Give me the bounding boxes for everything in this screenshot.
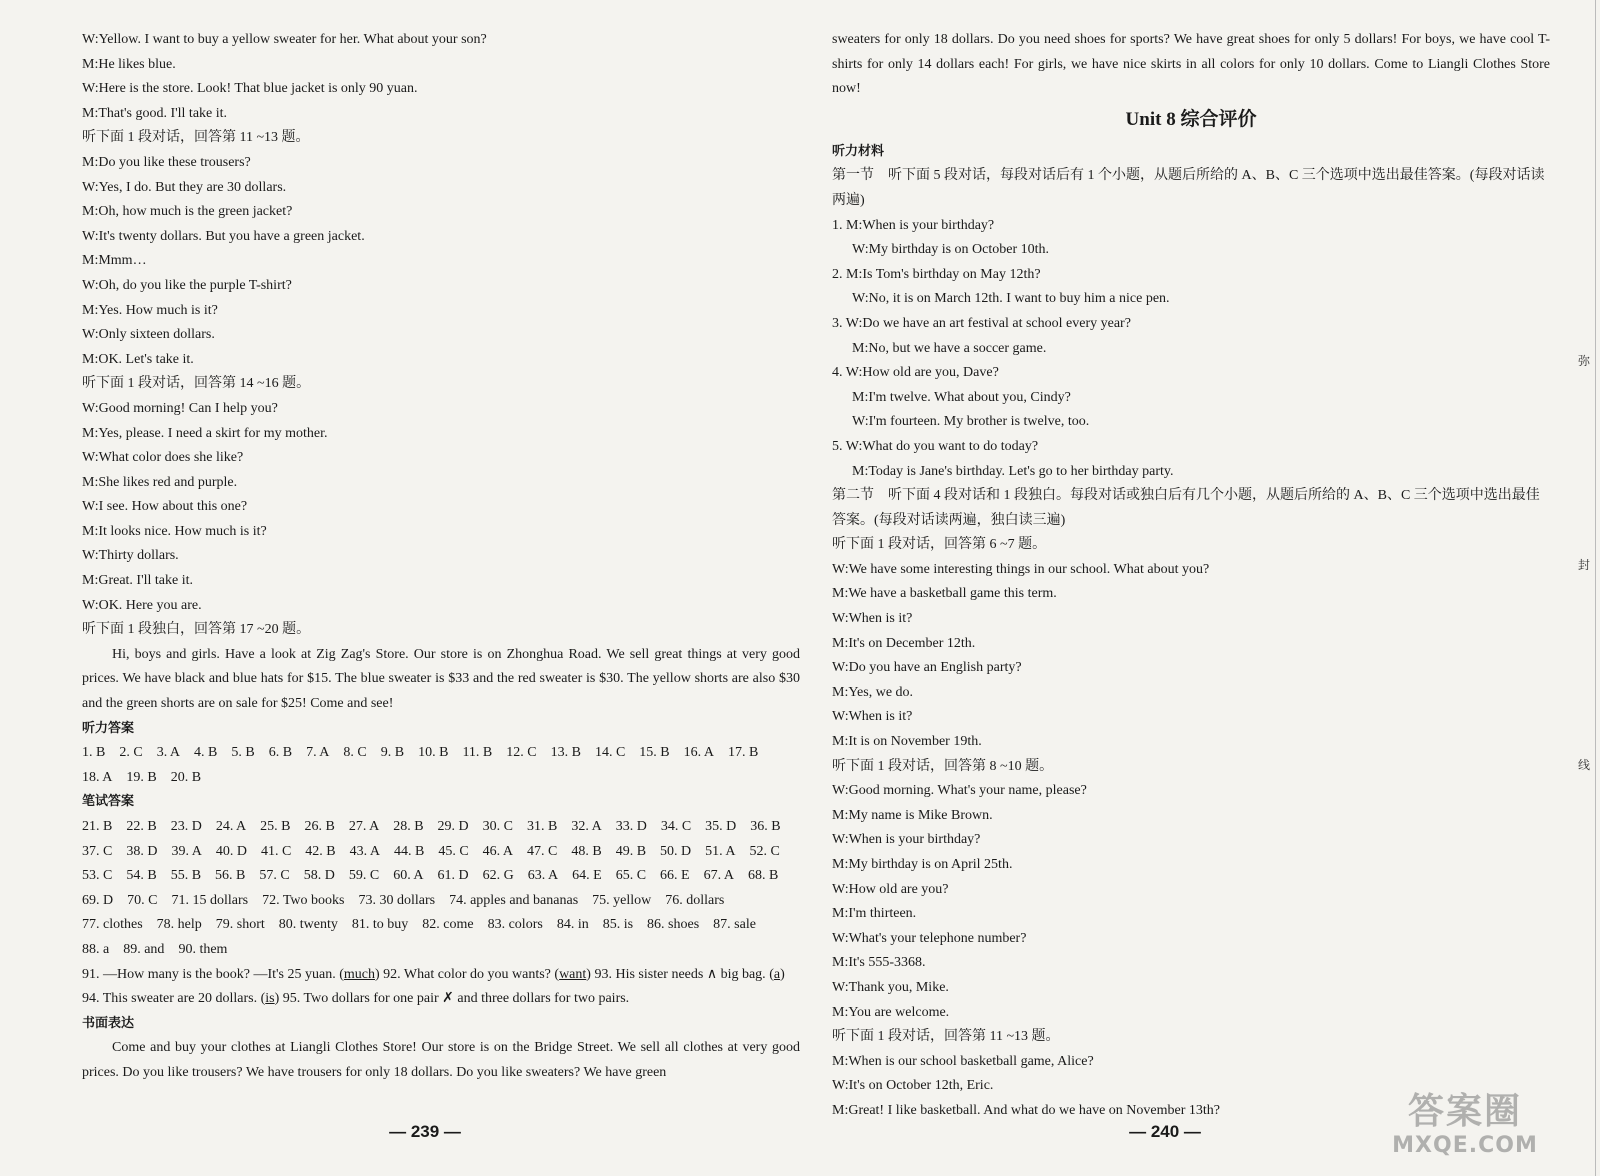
answer-item: 33. D (615, 819, 647, 834)
answer-item: 35. D (705, 819, 737, 834)
dialogue-line: M:It's on December 12th. (832, 635, 976, 651)
answer-item: 45. C (438, 843, 469, 859)
answer-item: 9. B (380, 745, 405, 761)
page-number-240: — 240 — (1129, 1122, 1201, 1141)
answer-item: 59. C (348, 868, 380, 884)
dialogue-line: W:Yes, I do. But they are 30 dollars. (82, 179, 287, 195)
answer-item: 64. E (572, 868, 602, 884)
answer-item: 28. B (393, 819, 424, 834)
dialogue-line: M:Oh, how much is the green jacket? (82, 204, 293, 220)
answer-92: 92. What color do you wants? (383, 966, 551, 982)
dialogue-line: 听下面 1 段对话，回答第 8 ~10 题。 (832, 758, 1054, 774)
dialogue-line: M:Today is Jane's birthday. Let's go to her birthday party. (852, 463, 1174, 479)
dialogue-line: M:Yes, we do. (832, 684, 914, 700)
answer-item: 14. C (594, 745, 626, 761)
answer-item: 52. C (749, 843, 780, 859)
answer-95: 95. Two dollars for one pair ✗ and three dollars for two pairs. (282, 991, 630, 1007)
dialogue-line: 5. W:What do you want to do today? (832, 438, 1039, 454)
answer-item: 82. come (422, 917, 474, 933)
answer-item: 54. B (126, 868, 157, 884)
dialogue-line: M:Yes. How much is it? (82, 302, 218, 318)
answer-item: 15. B (639, 745, 670, 761)
dialogue-line: W:What's your telephone number? (832, 930, 1027, 946)
unit-title: Unit 8 综合评价 (1125, 108, 1257, 130)
left-column (82, 28, 800, 1086)
answer-item: 41. C (260, 843, 292, 859)
answer-item: 58. D (303, 868, 335, 884)
answer-item: 43. A (349, 843, 380, 859)
answer-93: 93. His sister needs ∧ big bag. (594, 966, 766, 982)
dialogue-line: W:I see. How about this one? (82, 499, 248, 515)
answer-item: 8. C (343, 745, 367, 761)
writing-heading: 书面表达 (82, 1015, 135, 1031)
answer-item: 83. colors (487, 917, 543, 933)
answer-item: 26. B (304, 819, 335, 834)
dialogue-line: M:She likes red and purple. (82, 474, 238, 490)
dialogue-line: W:Do you have an English party? (832, 660, 1022, 676)
answer-item: 22. B (126, 819, 157, 834)
answer-item: 85. is (602, 917, 634, 933)
writing-text: Come and buy your clothes at Liangli Clothes Store! Our store is on the Bridge Street. We sell all clothes at very good prices. Do you like trousers? We have trousers for only 18 dollars. Do you like sweaters? We have green (82, 1040, 800, 1080)
dialogue-line: 听下面 1 段对话，回答第 6 ~7 题。 (832, 537, 1047, 553)
dialogue-line: M:My name is Mike Brown. (832, 807, 993, 823)
answer-item: 21. B (82, 819, 113, 834)
answer-item: 76. dollars (665, 892, 725, 908)
answer-item: 77. clothes (82, 917, 143, 933)
dialogue-line: W:How old are you? (832, 881, 949, 897)
answer-item: 4. B (194, 745, 218, 761)
answer-item: 75. yellow (592, 892, 652, 908)
dialogue-line: W:My birthday is on October 10th. (852, 242, 1050, 258)
written-answers-heading: 笔试答案 (82, 794, 135, 810)
answer-item: 11. B (462, 745, 493, 761)
answer-item: 6. B (268, 745, 293, 761)
answer-item: 39. A (171, 843, 202, 859)
answer-item: 81. to buy (351, 917, 409, 933)
dialogue-line: 1. M:When is your birthday? (832, 217, 995, 233)
dialogue-line: M:Do you like these trousers? (82, 154, 251, 170)
answer-item: 44. B (393, 843, 425, 859)
answer-item: 66. E (660, 868, 690, 884)
correction-answers: 91. —How many is the book? —It's 25 yuan. (much) 92. What color do you wants? (want) 93. His sister needs ∧ big bag. (a) 94. This sweater are 20 dollars. (is) 95. Two dollars for one pair ✗ and three dollars for two pairs. (82, 966, 785, 1007)
dialogue-line: 4. W:How old are you, Dave? (832, 365, 999, 381)
answer-item: 48. B (571, 843, 602, 859)
dialogue-line: 听下面 1 段对话，回答第 14 ~16 题。 (82, 376, 311, 392)
right-page (810, 0, 1600, 1176)
answer-item: 62. G (482, 868, 514, 884)
dialogue-line: M:Great! I like basketball. And what do we have on November 13th? (832, 1102, 1221, 1118)
answer-item: 3. A (156, 745, 181, 761)
answer-item: 37. C (82, 843, 113, 859)
answer-93-fix: a (773, 966, 781, 982)
monologue-text: Hi, boys and girls. Have a look at Zig Zag's Store. Our store is on Zhonghua Road. We sell great things at very good prices. We have black and blue hats for $15. The blue sweater is $33 and the red sweater is $30. The yellow shorts are also $30 and the green shorts are on sale for $25! Come and see! (82, 646, 800, 712)
dialogue-line: M:Mmm… (82, 253, 147, 269)
answer-item: 70. C (127, 892, 158, 908)
answer-item: 78. help (156, 917, 202, 933)
right-column (832, 28, 1550, 1124)
answer-item: 49. B (615, 843, 647, 859)
dialogue-line: 2. M:Is Tom's birthday on May 12th? (832, 266, 1041, 282)
section-1-instructions: 第一节 听下面 5 段对话，每段对话后有 1 个小题，从题后所给的 A、B、C 三个选项中选出最佳答案。(每段对话读两遍) (832, 168, 1545, 208)
answer-item: 88. a (82, 941, 110, 957)
answer-item: 63. A (527, 868, 559, 884)
answer-item: 36. B (750, 819, 781, 834)
answer-item: 19. B (126, 769, 157, 785)
answer-item: 80. twenty (278, 917, 338, 933)
side-mark-mi: 弥 (1577, 354, 1590, 368)
dialogue-line: 3. W:Do we have an art festival at school every year? (832, 315, 1131, 331)
dialogue-line: W:When is your birthday? (832, 832, 981, 848)
section-1-dialogues (832, 214, 1550, 485)
listening-material-heading: 听力材料 (832, 143, 885, 159)
answer-item: 90. them (178, 941, 228, 957)
dialogue-line: W:Oh, do you like the purple T-shirt? (82, 277, 292, 293)
watermark-en: MXQE.COM (1392, 1133, 1538, 1158)
answer-91: 91. —How many is the book? —It's 25 yuan. (82, 966, 336, 982)
answer-item: 2. C (119, 745, 143, 761)
answer-item: 18. A (82, 769, 113, 785)
answer-item: 56. B (215, 868, 246, 884)
answer-item: 72. Two books (262, 892, 345, 908)
watermark-logo (1360, 1091, 1570, 1158)
dialogue-line: W:It's on October 12th, Eric. (832, 1078, 994, 1094)
dialogue-line: M:He likes blue. (82, 56, 176, 72)
dialogue-line: W:OK. Here you are. (82, 597, 202, 613)
answer-item: 5. B (231, 745, 255, 761)
answer-92-fix: want (559, 966, 587, 982)
answer-item: 30. C (482, 819, 513, 834)
answer-item: 69. D (82, 892, 114, 908)
answer-item: 71. 15 dollars (171, 892, 249, 908)
dialogue-line: W:We have some interesting things in our school. What about you? (832, 561, 1210, 577)
side-mark-feng: 封 (1577, 558, 1590, 572)
watermark-cn: 答案圈 (1407, 1091, 1522, 1132)
answer-item: 1. B (82, 745, 106, 761)
answer-item: 87. sale (713, 917, 756, 933)
dialogue-line: M:It is on November 19th. (832, 734, 982, 750)
answer-94-fix: is (265, 991, 275, 1007)
side-mark-xian: 线 (1577, 758, 1590, 772)
answer-item: 17. B (727, 745, 759, 761)
dialogue-line: M:No, but we have a soccer game. (852, 340, 1047, 356)
left-dialogue-lines (82, 28, 800, 643)
answer-item: 25. B (260, 819, 291, 834)
dialogue-line: M:We have a basketball game this term. (832, 586, 1057, 602)
answer-item: 40. D (215, 843, 247, 859)
page-number-239: — 239 — (389, 1122, 461, 1141)
written-answers (82, 815, 800, 963)
answer-item: 65. C (615, 868, 647, 884)
dialogue-line: M:You are welcome. (832, 1004, 950, 1020)
answer-item: 60. A (393, 868, 424, 884)
answer-item: 68. B (747, 868, 779, 884)
listening-answers-heading: 听力答案 (82, 720, 135, 736)
dialogue-line: W:Thank you, Mike. (832, 979, 949, 995)
dialogue-line: W:Good morning. What's your name, please? (832, 783, 1087, 799)
dialogue-line: 听下面 1 段独白，回答第 17 ~20 题。 (82, 622, 311, 638)
answer-91-fix: much (343, 966, 375, 982)
answer-item: 7. A (306, 745, 330, 761)
dialogue-line: W:Only sixteen dollars. (82, 327, 215, 343)
dialogue-line: M:I'm thirteen. (832, 906, 917, 922)
answer-item: 51. A (705, 843, 736, 859)
answer-item: 55. B (170, 868, 202, 884)
answer-item: 50. D (660, 843, 692, 859)
answer-94: 94. This sweater are 20 dollars. (82, 991, 258, 1007)
dialogue-line: M:It's 555-3368. (832, 955, 926, 971)
answer-item: 57. C (259, 868, 290, 884)
answer-item: 42. B (305, 843, 336, 859)
answer-item: 34. C (660, 819, 692, 834)
dialogue-line: M:That's good. I'll take it. (82, 105, 228, 121)
dialogue-line: W:When is it? (832, 611, 913, 627)
dialogue-line: W:Here is the store. Look! That blue jacket is only 90 yuan. (82, 81, 418, 97)
answer-item: 38. D (126, 843, 158, 859)
section-2-lines (832, 533, 1550, 1123)
dialogue-line: M:I'm twelve. What about you, Cindy? (852, 389, 1071, 405)
answer-item: 13. B (550, 745, 581, 761)
dialogue-line: W:When is it? (832, 709, 913, 725)
dialogue-line: 听下面 1 段对话，回答第 11 ~13 题。 (832, 1029, 1060, 1045)
answer-item: 29. D (437, 819, 469, 834)
section-2-instructions: 第二节 听下面 4 段对话和 1 段独白。每段对话或独白后有几个小题，从题后所给的 A、B、C 三个选项中选出最佳答案。(每段对话读两遍，独白读三遍) (832, 488, 1540, 528)
answer-item: 74. apples and bananas (449, 892, 579, 908)
dialogue-line: M:My birthday is on April 25th. (832, 857, 1013, 872)
dialogue-line: M:Yes, please. I need a skirt for my mother. (82, 425, 328, 441)
answer-item: 23. D (170, 819, 202, 834)
listening-answers (82, 741, 800, 790)
answer-item: 47. C (527, 843, 558, 859)
dialogue-line: M:Great. I'll take it. (82, 573, 193, 589)
binding-line (1595, 0, 1596, 1176)
answer-item: 27. A (348, 819, 380, 834)
answer-item: 20. B (170, 769, 202, 785)
dialogue-line: W:I'm fourteen. My brother is twelve, too. (852, 414, 1090, 430)
answer-item: 46. A (482, 843, 513, 859)
dialogue-line: W:Good morning! Can I help you? (82, 400, 278, 416)
answer-item: 12. C (506, 745, 537, 761)
writing-continuation: sweaters for only 18 dollars. Do you need shoes for sports? We have great shoes for only 5 dollars! For boys, we have cool T-shirts for only 14 dollars each! For girls, we have nice skirts in all colors for only 10 dollars. Come to Liangli Clothes Store now! (832, 32, 1550, 97)
dialogue-line: W:Thirty dollars. (82, 548, 179, 564)
answer-item: 89. and (123, 941, 165, 957)
answer-item: 67. A (703, 868, 734, 884)
dialogue-line: W:What color does she like? (82, 450, 244, 466)
dialogue-line: W:Yellow. I want to buy a yellow sweater for her. What about your son? (82, 32, 487, 47)
answer-item: 24. A (215, 819, 247, 834)
answer-item: 53. C (82, 868, 113, 884)
dialogue-line: W:No, it is on March 12th. I want to buy him a nice pen. (852, 291, 1170, 307)
answer-item: 32. A (571, 819, 602, 834)
dialogue-line: M:OK. Let's take it. (82, 351, 194, 367)
answer-item: 84. in (556, 917, 589, 933)
answer-item: 16. A (683, 745, 714, 761)
answer-item: 61. D (437, 868, 469, 884)
answer-item: 86. shoes (647, 917, 700, 933)
dialogue-line: 听下面 1 段对话，回答第 11 ~13 题。 (82, 130, 310, 146)
dialogue-line: W:It's twenty dollars. But you have a green jacket. (82, 228, 365, 244)
dialogue-line: M:When is our school basketball game, Alice? (832, 1053, 1094, 1069)
answer-item: 10. B (418, 745, 449, 761)
dialogue-line: M:It looks nice. How much is it? (82, 523, 267, 539)
answer-item: 73. 30 dollars (358, 892, 436, 908)
answer-item: 31. B (527, 819, 558, 834)
answer-item: 79. short (215, 917, 265, 933)
